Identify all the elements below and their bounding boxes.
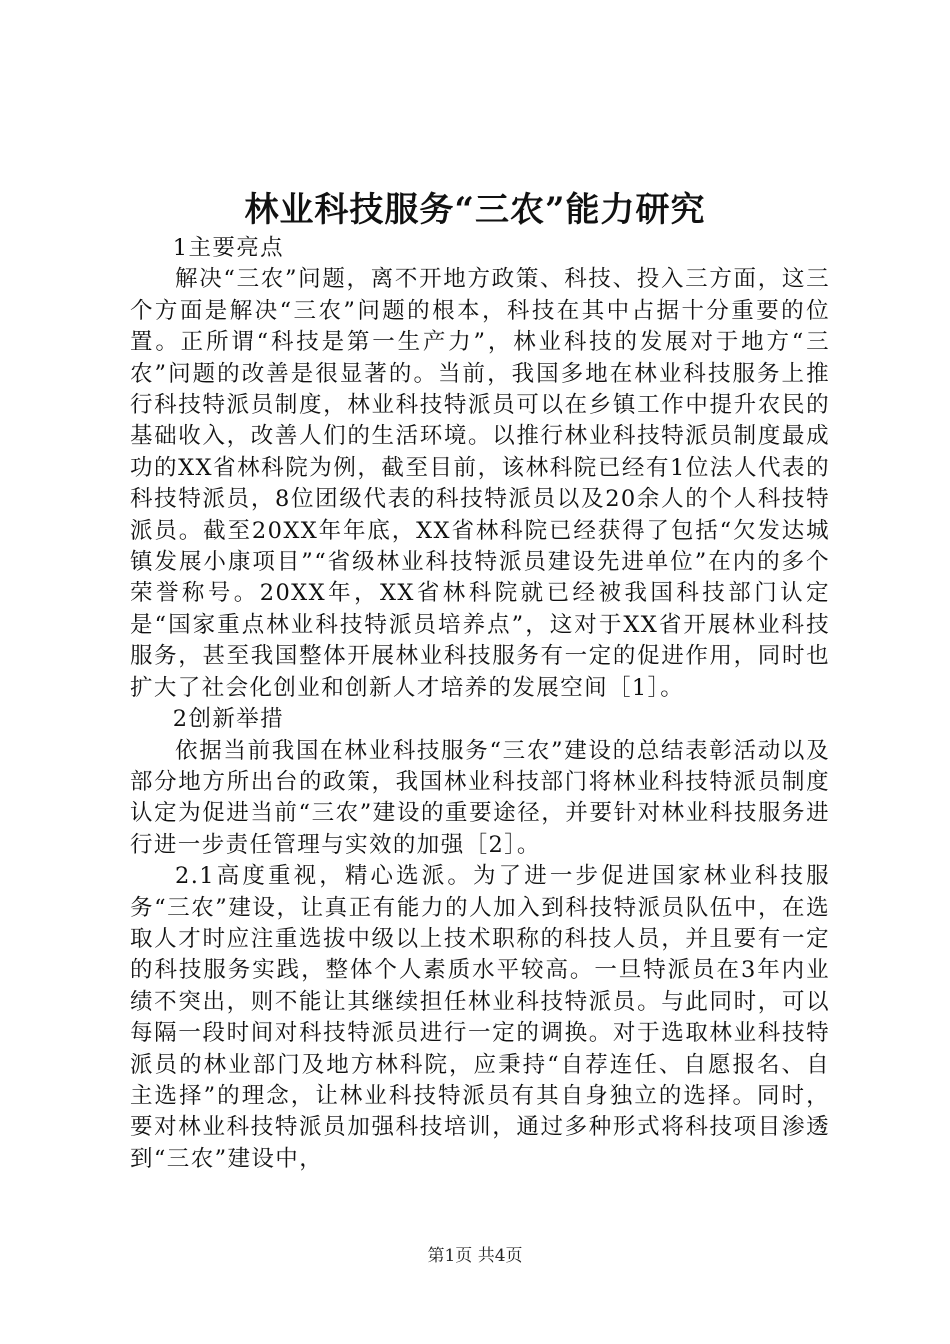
document-body bbox=[130, 233, 830, 1175]
paragraph: 2.1高度重视，精心选派。为了进一步促进国家林业科技服务“三农”建设，让真正有能力的人加入到科技特派员队伍中，在选取人才时应注重选拔中级以上技术职称的科技人员，并且要有一定的科技服务实践，整体个人素质水平较高。一旦特派员在3年内业绩不突出，则不能让其继续担任林业科技特派员。与此同时，可以每隔一段时间对科技特派员进行一定的调换。对于选取林业科技特派员的林业部门及地方林科院，应秉持“自荐连任、自愿报名、自主选择”的理念，让林业科技特派员有其自身独立的选择。同时，要对林业科技特派员加强科技培训，通过多种形式将科技项目渗透到“三农”建设中， bbox=[130, 863, 830, 1172]
section-heading: 1主要亮点 bbox=[172, 235, 285, 261]
paragraph: 依据当前我国在林业科技服务“三农”建设的总结表彰活动以及部分地方所出台的政策，我国林业科技部门将林业科技特派员制度认定为促进当前“三农”建设的重要途径，并要针对林业科技服务进行进一步责任管理与实效的加强［2］。 bbox=[130, 737, 830, 858]
page-footer: 第1页 共4页 bbox=[427, 1246, 523, 1266]
paragraph: 解决“三农”问题，离不开地方政策、科技、投入三方面，这三个方面是解决“三农”问题的根本，科技在其中占据十分重要的位置。正所谓“科技是第一生产力”，林业科技的发展对于地方“三农”问题的改善是很显著的。当前，我国多地在林业科技服务上推行科技特派员制度，林业科技特派员可以在乡镇工作中提升农民的基础收入，改善人们的生活环境。以推行林业科技特派员制度最成功的XX省林科院为例，截至目前，该林科院已经有1位法人代表的科技特派员，8位团级代表的科技特派员以及20余人的个人科技特派员。截至20XX年年底，XX省林科院已经获得了包括“欠发达城镇发展小康项目”“省级林业科技特派员建设先进单位”在内的多个荣誉称号。20XX年，XX省林科院就已经被我国科技部门认定是“国家重点林业科技特派员培养点”，这对于XX省开展林业科技服务，甚至我国整体开展林业科技服务有一定的促进作用，同时也扩大了社会化创业和创新人才培养的发展空间［1］。 bbox=[130, 266, 830, 701]
document-title: 林业科技服务“三农”能力研究 bbox=[244, 190, 706, 230]
section-heading: 2创新举措 bbox=[172, 706, 285, 733]
